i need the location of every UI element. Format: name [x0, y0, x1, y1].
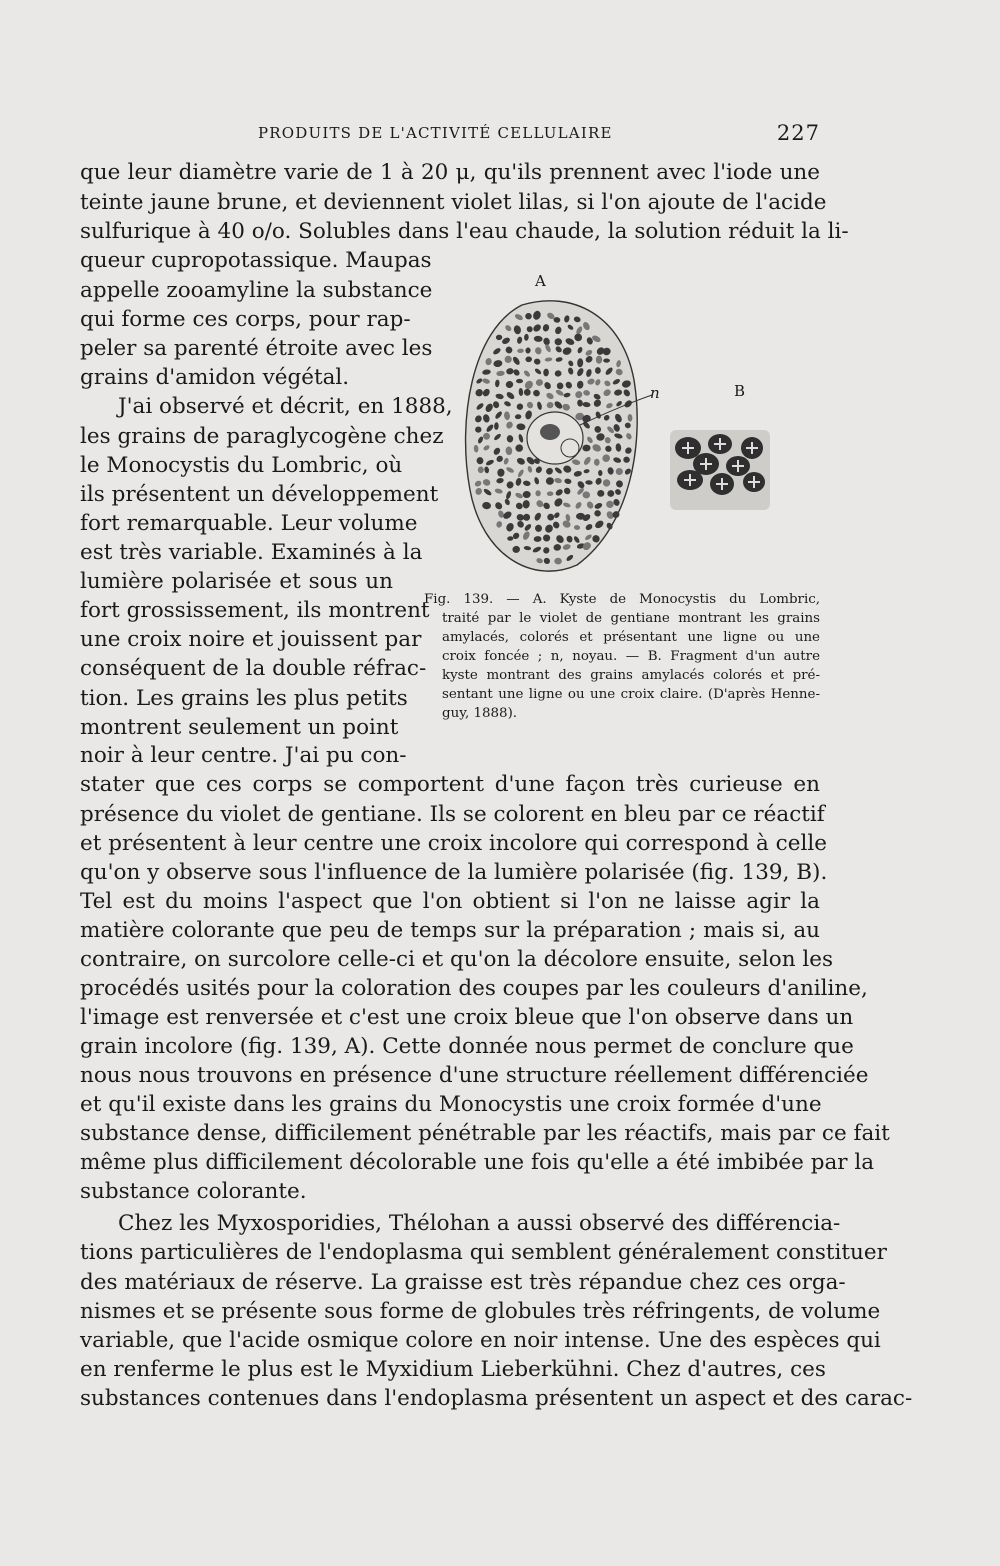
figure-label-b: B: [734, 382, 746, 400]
text-line: contraire, on surcolore celle-ci et qu'on la décolore ensuite, selon les: [80, 947, 834, 972]
text-line: que leur diamètre varie de 1 à 20 μ, qu'ils prennent avec l'iode une: [80, 160, 820, 185]
page-number: 227: [776, 121, 820, 145]
nucleus: [540, 424, 560, 440]
figure-139: [462, 270, 820, 590]
fragment-b-drawing: [670, 430, 770, 510]
text-line: Chez les Myxosporidies, Thélohan a aussi observé des différencia-: [118, 1211, 841, 1236]
text-line: substance colorante.: [80, 1179, 307, 1204]
caption-line: guy, 1888).: [442, 706, 518, 721]
text-line: ils présentent un développement: [80, 482, 439, 507]
text-line: et présentent à leur centre une croix incolore qui correspond à celle: [80, 831, 827, 856]
grain-dot: [516, 379, 523, 383]
caption-line: kyste montrant des grains amylacés colorés et pré-: [442, 668, 820, 683]
text-line: qu'on y observe sous l'influence de la lumière polarisée (fig. 139, B).: [80, 860, 828, 885]
caption-line: amylacés, colorés et présentant une ligne ou une: [442, 630, 820, 645]
figure-label-n: n: [650, 384, 660, 402]
text-line: montrent seulement un point: [80, 715, 399, 740]
text-line: grains d'amidon végétal.: [80, 365, 350, 390]
text-line: sulfurique à 40 o/o. Solubles dans l'eau chaude, la solution réduit la li-: [80, 219, 849, 244]
text-line: variable, que l'acide osmique colore en noir intense. Une des espèces qui: [80, 1328, 881, 1353]
text-line: stater que ces corps se comportent d'une façon très curieuse en: [80, 772, 820, 797]
grain-dot: [595, 367, 601, 374]
text-line: en renferme le plus est le Myxidium Lieberkühni. Chez d'autres, ces: [80, 1357, 826, 1382]
figure-caption: [424, 590, 820, 723]
text-line: substance dense, difficilement pénétrable par les réactifs, mais par ce fait: [80, 1121, 890, 1146]
text-line: conséquent de la double réfrac-: [80, 656, 427, 681]
figure-label-a: A: [535, 272, 546, 290]
text-line: tion. Les grains les plus petits: [80, 686, 408, 711]
text-line: procédés usités pour la coloration des coupes par les couleurs d'aniline,: [80, 976, 868, 1001]
text-line: grain incolore (fig. 139, A). Cette donnée nous permet de conclure que: [80, 1034, 854, 1059]
text-line: nous nous trouvons en présence d'une structure réellement différenciée: [80, 1063, 869, 1088]
text-line: lumière polarisée et sous un: [80, 569, 393, 594]
text-line: fort grossissement, ils montrent: [80, 598, 430, 623]
cyst-a-drawing: [466, 301, 652, 571]
text-line: et qu'il existe dans les grains du Monocystis une croix formée d'une: [80, 1092, 822, 1117]
text-line: queur cupropotassique. Maupas: [80, 248, 432, 273]
text-line: appelle zooamyline la substance: [80, 278, 433, 303]
text-line: présence du violet de gentiane. Ils se colorent en bleu par ce réactif: [80, 802, 825, 827]
caption-line: sentant une ligne ou une croix claire. (D'après Henne-: [442, 687, 820, 702]
text-line: tions particulières de l'endoplasma qui semblent généralement constituer: [80, 1240, 887, 1265]
page-header: [258, 121, 820, 145]
text-line: peler sa parenté étroite avec les: [80, 336, 433, 361]
text-line: noir à leur centre. J'ai pu con-: [80, 743, 407, 768]
text-line: matière colorante que peu de temps sur la préparation ; mais si, au: [80, 918, 820, 943]
text-line: les grains de paraglycogène chez: [80, 424, 444, 449]
grain-dot: [475, 427, 481, 433]
caption-line: traité par le violet de gentiane montrant les grains: [442, 611, 820, 626]
cyst-illustration: [462, 270, 820, 590]
text-line: le Monocystis du Lombric, où: [80, 453, 403, 478]
text-line: des matériaux de réserve. La graisse est très répandue chez ces orga-: [80, 1270, 846, 1295]
text-line: une croix noire et jouissent par: [80, 627, 422, 652]
text-line: Tel est du moins l'aspect que l'on obtient si l'on ne laisse agir la: [80, 889, 820, 914]
text-line: est très variable. Examinés à la: [80, 540, 423, 565]
caption-line: croix foncée ; n, noyau. — B. Fragment d'un autre: [442, 649, 820, 664]
text-line: l'image est renversée et c'est une croix bleue que l'on observe dans un: [80, 1005, 854, 1030]
text-line: fort remarquable. Leur volume: [80, 511, 418, 536]
text-line: teinte jaune brune, et deviennent violet lilas, si l'on ajoute de l'acide: [80, 190, 827, 215]
running-title: PRODUITS DE L'ACTIVITÉ CELLULAIRE: [258, 124, 613, 142]
text-line: nismes et se présente sous forme de globules très réfringents, de volume: [80, 1299, 881, 1324]
text-line: substances contenues dans l'endoplasma présentent un aspect et des carac-: [80, 1386, 913, 1411]
text-line: qui forme ces corps, pour rap-: [80, 307, 411, 332]
caption-line: Fig. 139. — A. Kyste de Monocystis du Lombric,: [424, 592, 820, 607]
text-line: J'ai observé et décrit, en 1888,: [118, 394, 453, 419]
text-line: même plus difficilement décolorable une fois qu'elle a été imbibée par la: [80, 1150, 875, 1175]
